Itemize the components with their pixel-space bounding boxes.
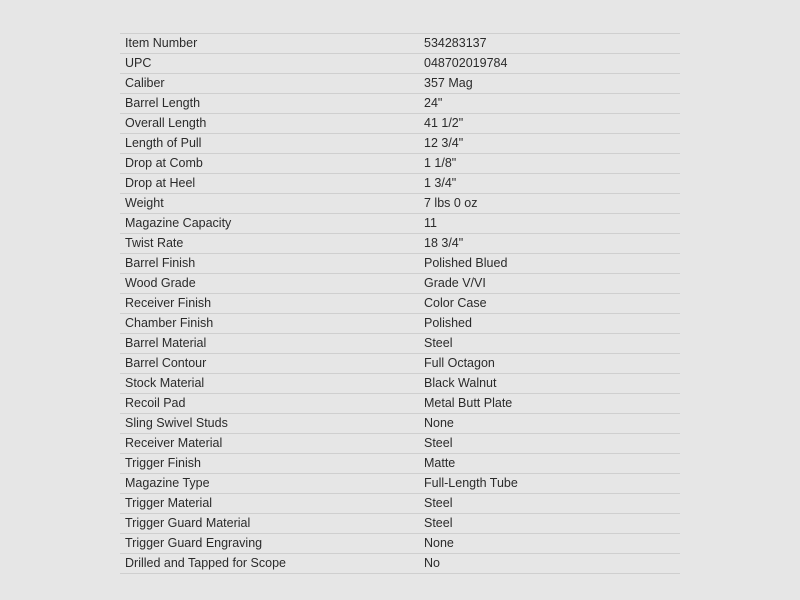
spec-label: Barrel Finish <box>120 254 419 274</box>
spec-value: Steel <box>419 514 680 534</box>
spec-row <box>120 194 680 214</box>
specifications-table <box>120 33 680 574</box>
spec-row <box>120 94 680 114</box>
spec-row <box>120 534 680 554</box>
spec-value: 24" <box>419 94 680 114</box>
spec-label: Trigger Material <box>120 494 419 514</box>
spec-value: Black Walnut <box>419 374 680 394</box>
spec-value: 11 <box>419 214 680 234</box>
spec-row <box>120 494 680 514</box>
spec-label: Drop at Comb <box>120 154 419 174</box>
specifications-body <box>120 34 680 574</box>
spec-value: Grade V/VI <box>419 274 680 294</box>
spec-label: Weight <box>120 194 419 214</box>
spec-value: Polished <box>419 314 680 334</box>
spec-value: No <box>419 554 680 574</box>
spec-value: Matte <box>419 454 680 474</box>
spec-value: Polished Blued <box>419 254 680 274</box>
spec-row <box>120 314 680 334</box>
spec-value: 18 3/4" <box>419 234 680 254</box>
spec-value: Full-Length Tube <box>419 474 680 494</box>
spec-value: 1 3/4" <box>419 174 680 194</box>
spec-label: Chamber Finish <box>120 314 419 334</box>
spec-label: Sling Swivel Studs <box>120 414 419 434</box>
spec-label: Magazine Capacity <box>120 214 419 234</box>
spec-row <box>120 394 680 414</box>
spec-value: 41 1/2" <box>419 114 680 134</box>
spec-row <box>120 174 680 194</box>
spec-label: Barrel Length <box>120 94 419 114</box>
spec-row <box>120 414 680 434</box>
spec-label: Recoil Pad <box>120 394 419 414</box>
spec-label: Barrel Material <box>120 334 419 354</box>
spec-row <box>120 54 680 74</box>
spec-label: Trigger Guard Engraving <box>120 534 419 554</box>
spec-label: Item Number <box>120 34 419 54</box>
spec-row <box>120 74 680 94</box>
spec-label: Drilled and Tapped for Scope <box>120 554 419 574</box>
spec-row <box>120 374 680 394</box>
spec-row <box>120 514 680 534</box>
spec-label: Stock Material <box>120 374 419 394</box>
spec-value: 048702019784 <box>419 54 680 74</box>
spec-value: Steel <box>419 434 680 454</box>
spec-label: Barrel Contour <box>120 354 419 374</box>
spec-row <box>120 214 680 234</box>
spec-row <box>120 134 680 154</box>
spec-label: Receiver Material <box>120 434 419 454</box>
spec-label: Length of Pull <box>120 134 419 154</box>
spec-row <box>120 114 680 134</box>
spec-row <box>120 434 680 454</box>
spec-label: Wood Grade <box>120 274 419 294</box>
spec-row <box>120 294 680 314</box>
spec-row <box>120 254 680 274</box>
spec-row <box>120 334 680 354</box>
spec-label: Trigger Guard Material <box>120 514 419 534</box>
spec-row <box>120 454 680 474</box>
spec-value: Steel <box>419 494 680 514</box>
spec-value: Metal Butt Plate <box>419 394 680 414</box>
spec-label: Caliber <box>120 74 419 94</box>
spec-value: 1 1/8" <box>419 154 680 174</box>
spec-value: 357 Mag <box>419 74 680 94</box>
spec-label: Drop at Heel <box>120 174 419 194</box>
spec-value: Full Octagon <box>419 354 680 374</box>
spec-value: 7 lbs 0 oz <box>419 194 680 214</box>
spec-label: Overall Length <box>120 114 419 134</box>
spec-value: Steel <box>419 334 680 354</box>
spec-row <box>120 234 680 254</box>
spec-value: Color Case <box>419 294 680 314</box>
spec-row <box>120 274 680 294</box>
spec-row <box>120 34 680 54</box>
spec-value: 534283137 <box>419 34 680 54</box>
spec-value: None <box>419 414 680 434</box>
spec-label: UPC <box>120 54 419 74</box>
spec-row <box>120 354 680 374</box>
spec-row <box>120 154 680 174</box>
spec-row <box>120 554 680 574</box>
spec-label: Twist Rate <box>120 234 419 254</box>
spec-value: None <box>419 534 680 554</box>
spec-label: Receiver Finish <box>120 294 419 314</box>
spec-row <box>120 474 680 494</box>
spec-value: 12 3/4" <box>419 134 680 154</box>
spec-label: Magazine Type <box>120 474 419 494</box>
spec-label: Trigger Finish <box>120 454 419 474</box>
